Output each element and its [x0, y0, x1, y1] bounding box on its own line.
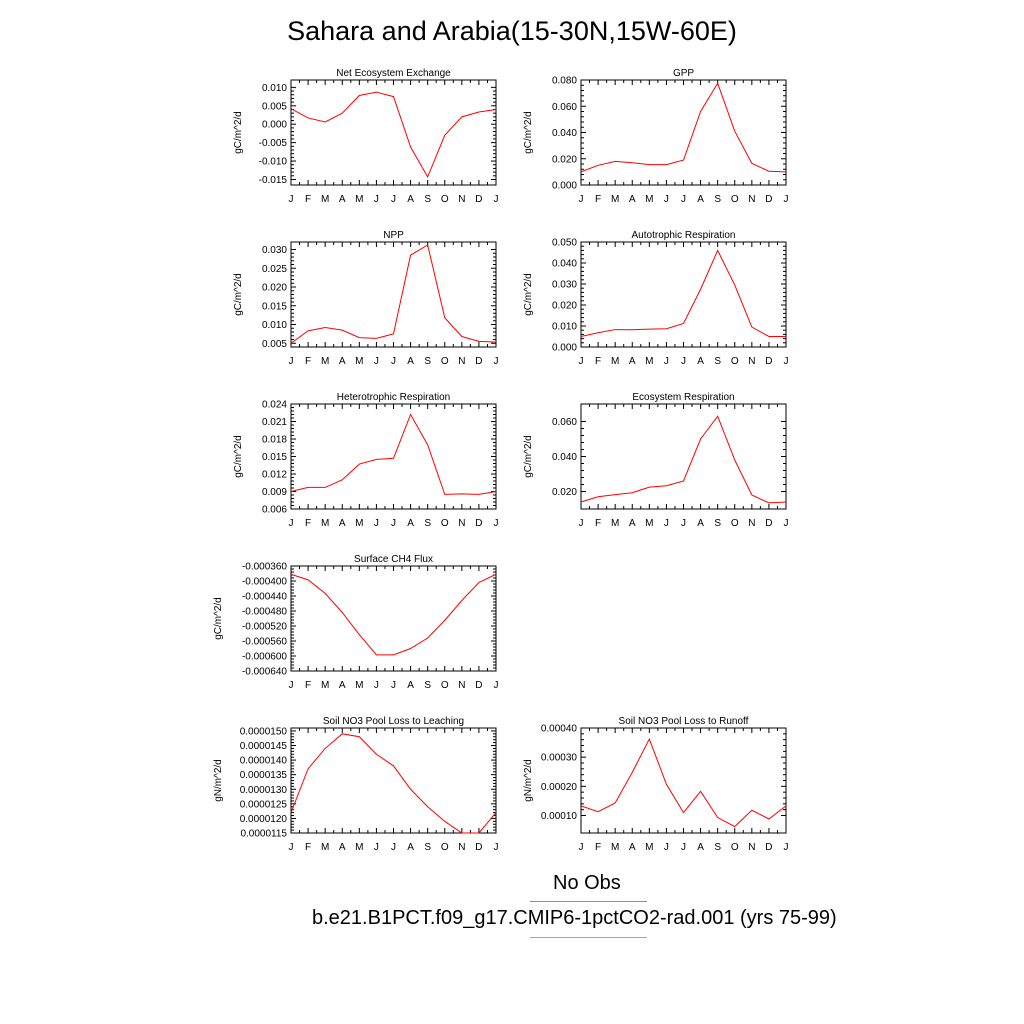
- y-tick-label: 0.000: [261, 119, 287, 131]
- x-tick-label: N: [748, 518, 756, 529]
- chart-title: GPP: [672, 68, 695, 79]
- x-tick-label: M: [610, 356, 620, 367]
- x-tick-label: S: [424, 356, 432, 367]
- series-line: [581, 416, 786, 503]
- x-tick-label: S: [424, 842, 432, 853]
- y-tick-label: 0.040: [551, 258, 577, 270]
- x-tick-label: O: [440, 680, 449, 691]
- y-tick-label: 0.025: [261, 263, 287, 275]
- x-tick-label: J: [391, 356, 396, 367]
- y-tick-label: 0.012: [261, 469, 287, 481]
- x-tick-label: N: [748, 842, 756, 853]
- y-axis-label: gC/m^2/d: [233, 435, 244, 478]
- y-tick-label: 0.040: [551, 452, 577, 463]
- y-axis-label: gC/m^2/d: [523, 111, 534, 154]
- x-tick-label: M: [320, 194, 330, 205]
- chart-panel-3: [233, 230, 499, 367]
- y-tick-label: -0.000600: [241, 651, 287, 663]
- y-tick-label: -0.000440: [241, 591, 287, 603]
- series-line: [291, 734, 496, 833]
- x-tick-label: J: [783, 356, 789, 367]
- x-tick-label: J: [391, 194, 396, 205]
- x-tick-label: A: [697, 518, 704, 529]
- x-tick-label: M: [320, 356, 330, 367]
- x-tick-label: J: [493, 356, 499, 367]
- x-tick-label: D: [765, 518, 773, 529]
- y-axis-label: gC/m^2/d: [213, 597, 224, 640]
- x-tick-label: M: [355, 194, 364, 205]
- x-tick-label: M: [645, 194, 654, 205]
- x-tick-label: J: [391, 518, 396, 529]
- x-tick-label: N: [748, 194, 756, 205]
- x-tick-label: A: [628, 842, 636, 853]
- y-tick-label: 0.060: [551, 417, 577, 428]
- y-tick-label: 0.015: [261, 301, 287, 313]
- y-axis-label: gC/m^2/d: [233, 111, 244, 154]
- x-tick-label: J: [578, 518, 584, 529]
- chart-panel-9: [523, 716, 789, 853]
- legend-obs-line: [530, 901, 647, 902]
- y-tick-label: 0.0000125: [239, 799, 287, 811]
- x-tick-label: J: [783, 518, 789, 529]
- chart-panel-8: [213, 716, 499, 853]
- x-tick-label: A: [628, 518, 636, 529]
- y-tick-label: -0.005: [258, 138, 287, 150]
- x-tick-label: O: [440, 518, 449, 529]
- y-tick-label: 0.0000135: [239, 770, 287, 782]
- x-tick-label: J: [681, 356, 686, 367]
- x-tick-label: A: [697, 356, 704, 367]
- x-tick-label: O: [440, 356, 449, 367]
- y-tick-label: -0.010: [258, 156, 287, 168]
- legend-obs-label: No Obs: [553, 872, 621, 894]
- x-tick-label: S: [714, 194, 722, 205]
- x-tick-label: A: [697, 194, 704, 205]
- y-tick-label: 0.018: [261, 434, 287, 446]
- x-tick-label: J: [681, 518, 686, 529]
- y-tick-label: 0.020: [551, 300, 577, 312]
- y-tick-label: 0.0000120: [239, 813, 287, 825]
- y-tick-label: 0.000: [551, 180, 577, 192]
- y-tick-label: -0.000560: [241, 636, 287, 648]
- x-tick-label: J: [663, 356, 669, 367]
- x-tick-label: M: [355, 680, 364, 691]
- chart-frame: [291, 80, 496, 185]
- x-tick-label: J: [373, 680, 379, 691]
- series-line: [291, 92, 496, 177]
- x-tick-label: O: [440, 842, 449, 853]
- y-tick-label: -0.000400: [241, 576, 287, 588]
- y-tick-label: 0.015: [261, 452, 287, 463]
- x-tick-label: F: [595, 518, 602, 529]
- chart-frame: [291, 242, 496, 347]
- x-tick-label: J: [288, 680, 294, 691]
- x-tick-label: A: [628, 356, 636, 367]
- y-tick-label: 0.005: [261, 338, 287, 350]
- x-tick-label: A: [338, 680, 346, 691]
- y-tick-label: 0.00010: [540, 811, 577, 822]
- x-tick-label: O: [730, 194, 739, 205]
- x-tick-label: A: [407, 194, 414, 205]
- x-tick-label: J: [391, 680, 396, 691]
- chart-panel-1: [233, 68, 499, 205]
- chart-frame: [581, 80, 786, 185]
- x-tick-label: J: [578, 194, 584, 205]
- x-tick-label: J: [663, 194, 669, 205]
- chart-frame: [291, 404, 496, 509]
- y-tick-label: 0.021: [261, 417, 287, 428]
- x-tick-label: J: [493, 194, 499, 205]
- x-tick-label: S: [424, 518, 432, 529]
- x-tick-label: M: [610, 194, 620, 205]
- x-tick-label: J: [493, 680, 499, 691]
- x-tick-label: F: [305, 356, 312, 367]
- x-tick-label: J: [663, 518, 669, 529]
- x-tick-label: A: [697, 842, 704, 853]
- x-tick-label: S: [424, 194, 432, 205]
- y-tick-label: 0.030: [261, 245, 287, 256]
- x-tick-label: J: [681, 194, 686, 205]
- chart-panel-5: [233, 392, 499, 529]
- x-tick-label: A: [407, 680, 414, 691]
- chart-title: Soil NO3 Pool Loss to Runoff: [618, 716, 749, 727]
- x-tick-label: O: [440, 194, 449, 205]
- x-tick-label: M: [320, 680, 330, 691]
- x-tick-label: J: [391, 842, 396, 853]
- x-tick-label: A: [338, 518, 346, 529]
- chart-title: NPP: [383, 230, 404, 241]
- legend-model-line: [530, 937, 647, 938]
- x-tick-label: A: [407, 842, 414, 853]
- y-tick-label: 0.030: [551, 279, 577, 291]
- x-tick-label: M: [645, 842, 654, 853]
- x-tick-label: D: [765, 194, 773, 205]
- y-tick-label: 0.0000130: [239, 784, 287, 796]
- chart-title: Autotrophic Respiration: [631, 230, 736, 241]
- y-axis-label: gC/m^2/d: [523, 435, 534, 478]
- x-tick-label: M: [355, 518, 364, 529]
- x-tick-label: J: [288, 518, 294, 529]
- x-tick-label: A: [628, 194, 636, 205]
- x-tick-label: M: [610, 518, 620, 529]
- x-tick-label: A: [338, 194, 346, 205]
- x-tick-label: F: [595, 194, 602, 205]
- legend-model-label: b.e21.B1PCT.f09_g17.CMIP6-1pctCO2-rad.001 (yrs 75-99): [312, 907, 837, 929]
- x-tick-label: S: [424, 680, 432, 691]
- x-tick-label: M: [645, 518, 654, 529]
- x-tick-label: O: [730, 356, 739, 367]
- x-tick-label: N: [458, 842, 466, 853]
- chart-title: Net Ecosystem Exchange: [336, 68, 451, 79]
- x-tick-label: O: [730, 518, 739, 529]
- y-tick-label: -0.000360: [241, 561, 287, 573]
- y-tick-label: -0.000520: [241, 621, 287, 633]
- chart-title: Soil NO3 Pool Loss to Leaching: [322, 716, 465, 727]
- chart-frame: [581, 404, 786, 509]
- y-tick-label: 0.005: [261, 101, 287, 113]
- y-tick-label: 0.009: [261, 487, 287, 498]
- y-tick-label: 0.006: [261, 504, 287, 516]
- series-line: [291, 415, 496, 495]
- x-tick-label: N: [458, 194, 466, 205]
- x-tick-label: D: [475, 194, 483, 205]
- x-tick-label: J: [373, 842, 379, 853]
- x-tick-label: S: [714, 842, 722, 853]
- x-tick-label: A: [338, 842, 346, 853]
- series-line: [581, 83, 786, 172]
- x-tick-label: M: [320, 518, 330, 529]
- x-tick-label: M: [645, 356, 654, 367]
- x-tick-label: M: [320, 842, 330, 853]
- y-tick-label: 0.00030: [540, 752, 577, 764]
- x-tick-label: F: [305, 194, 312, 205]
- series-line: [291, 574, 496, 655]
- x-tick-label: J: [681, 842, 686, 853]
- y-tick-label: 0.00040: [540, 723, 577, 735]
- y-tick-label: 0.010: [261, 320, 287, 331]
- y-tick-label: 0.010: [261, 82, 287, 94]
- x-tick-label: J: [288, 194, 294, 205]
- y-tick-label: 0.020: [551, 154, 577, 166]
- x-tick-label: M: [355, 842, 364, 853]
- y-tick-label: 0.050: [551, 237, 577, 249]
- x-tick-label: A: [407, 518, 414, 529]
- y-tick-label: 0.0000115: [240, 828, 287, 840]
- chart-panel-7: [213, 554, 499, 691]
- y-tick-label: -0.000640: [241, 666, 287, 678]
- x-tick-label: D: [765, 356, 773, 367]
- chart-title: Surface CH4 Flux: [354, 554, 433, 565]
- x-tick-label: F: [305, 518, 312, 529]
- x-tick-label: N: [458, 680, 466, 691]
- x-tick-label: N: [458, 356, 466, 367]
- x-tick-label: J: [783, 842, 789, 853]
- x-tick-label: J: [373, 194, 379, 205]
- x-tick-label: J: [663, 842, 669, 853]
- x-tick-label: F: [595, 842, 602, 853]
- y-tick-label: 0.024: [261, 399, 287, 411]
- x-tick-label: D: [475, 518, 483, 529]
- x-tick-label: A: [338, 356, 346, 367]
- series-line: [291, 245, 496, 343]
- chart-frame: [581, 242, 786, 347]
- x-tick-label: D: [475, 356, 483, 367]
- x-tick-label: M: [610, 842, 620, 853]
- x-tick-label: D: [475, 842, 483, 853]
- y-axis-label: gN/m^2/d: [523, 759, 534, 802]
- x-tick-label: F: [595, 356, 602, 367]
- x-tick-label: D: [765, 842, 773, 853]
- x-tick-label: N: [748, 356, 756, 367]
- page-title: Sahara and Arabia(15-30N,15W-60E): [287, 16, 737, 46]
- series-line: [581, 250, 786, 336]
- x-tick-label: J: [288, 842, 294, 853]
- chart-panel-4: [523, 230, 789, 367]
- y-tick-label: 0.040: [551, 128, 577, 139]
- y-tick-label: 0.020: [261, 282, 287, 294]
- chart-title: Ecosystem Respiration: [632, 392, 735, 403]
- x-tick-label: A: [407, 356, 414, 367]
- y-tick-label: 0.080: [551, 75, 577, 87]
- x-tick-label: J: [493, 842, 499, 853]
- y-tick-label: 0.0000150: [239, 726, 287, 738]
- y-tick-label: 0.000: [551, 342, 577, 354]
- x-tick-label: S: [714, 356, 722, 367]
- x-tick-label: M: [355, 356, 364, 367]
- x-tick-label: J: [578, 356, 584, 367]
- y-axis-label: gC/m^2/d: [523, 273, 534, 316]
- y-tick-label: 0.060: [551, 101, 577, 113]
- chart-frame: [291, 728, 496, 833]
- x-tick-label: F: [305, 842, 312, 853]
- chart-panel-2: [523, 68, 789, 205]
- x-tick-label: J: [783, 194, 789, 205]
- y-tick-label: 0.0000145: [239, 741, 287, 752]
- chart-frame: [581, 728, 786, 833]
- y-tick-label: -0.000480: [241, 606, 287, 618]
- x-tick-label: J: [578, 842, 584, 853]
- x-tick-label: D: [475, 680, 483, 691]
- y-axis-label: gC/m^2/d: [233, 273, 244, 316]
- series-line: [581, 739, 786, 827]
- x-tick-label: O: [730, 842, 739, 853]
- x-tick-label: N: [458, 518, 466, 529]
- x-tick-label: S: [714, 518, 722, 529]
- y-tick-label: 0.020: [551, 487, 577, 498]
- chart-panel-6: [523, 392, 789, 529]
- y-tick-label: 0.0000140: [239, 755, 287, 767]
- y-tick-label: -0.015: [258, 174, 287, 186]
- y-tick-label: 0.010: [551, 321, 577, 333]
- x-tick-label: J: [493, 518, 499, 529]
- x-tick-label: F: [305, 680, 312, 691]
- x-tick-label: J: [288, 356, 294, 367]
- x-tick-label: J: [373, 356, 379, 367]
- x-tick-label: J: [373, 518, 379, 529]
- chart-title: Heterotrophic Respiration: [336, 392, 451, 403]
- y-axis-label: gN/m^2/d: [213, 759, 224, 802]
- y-tick-label: 0.00020: [540, 781, 577, 793]
